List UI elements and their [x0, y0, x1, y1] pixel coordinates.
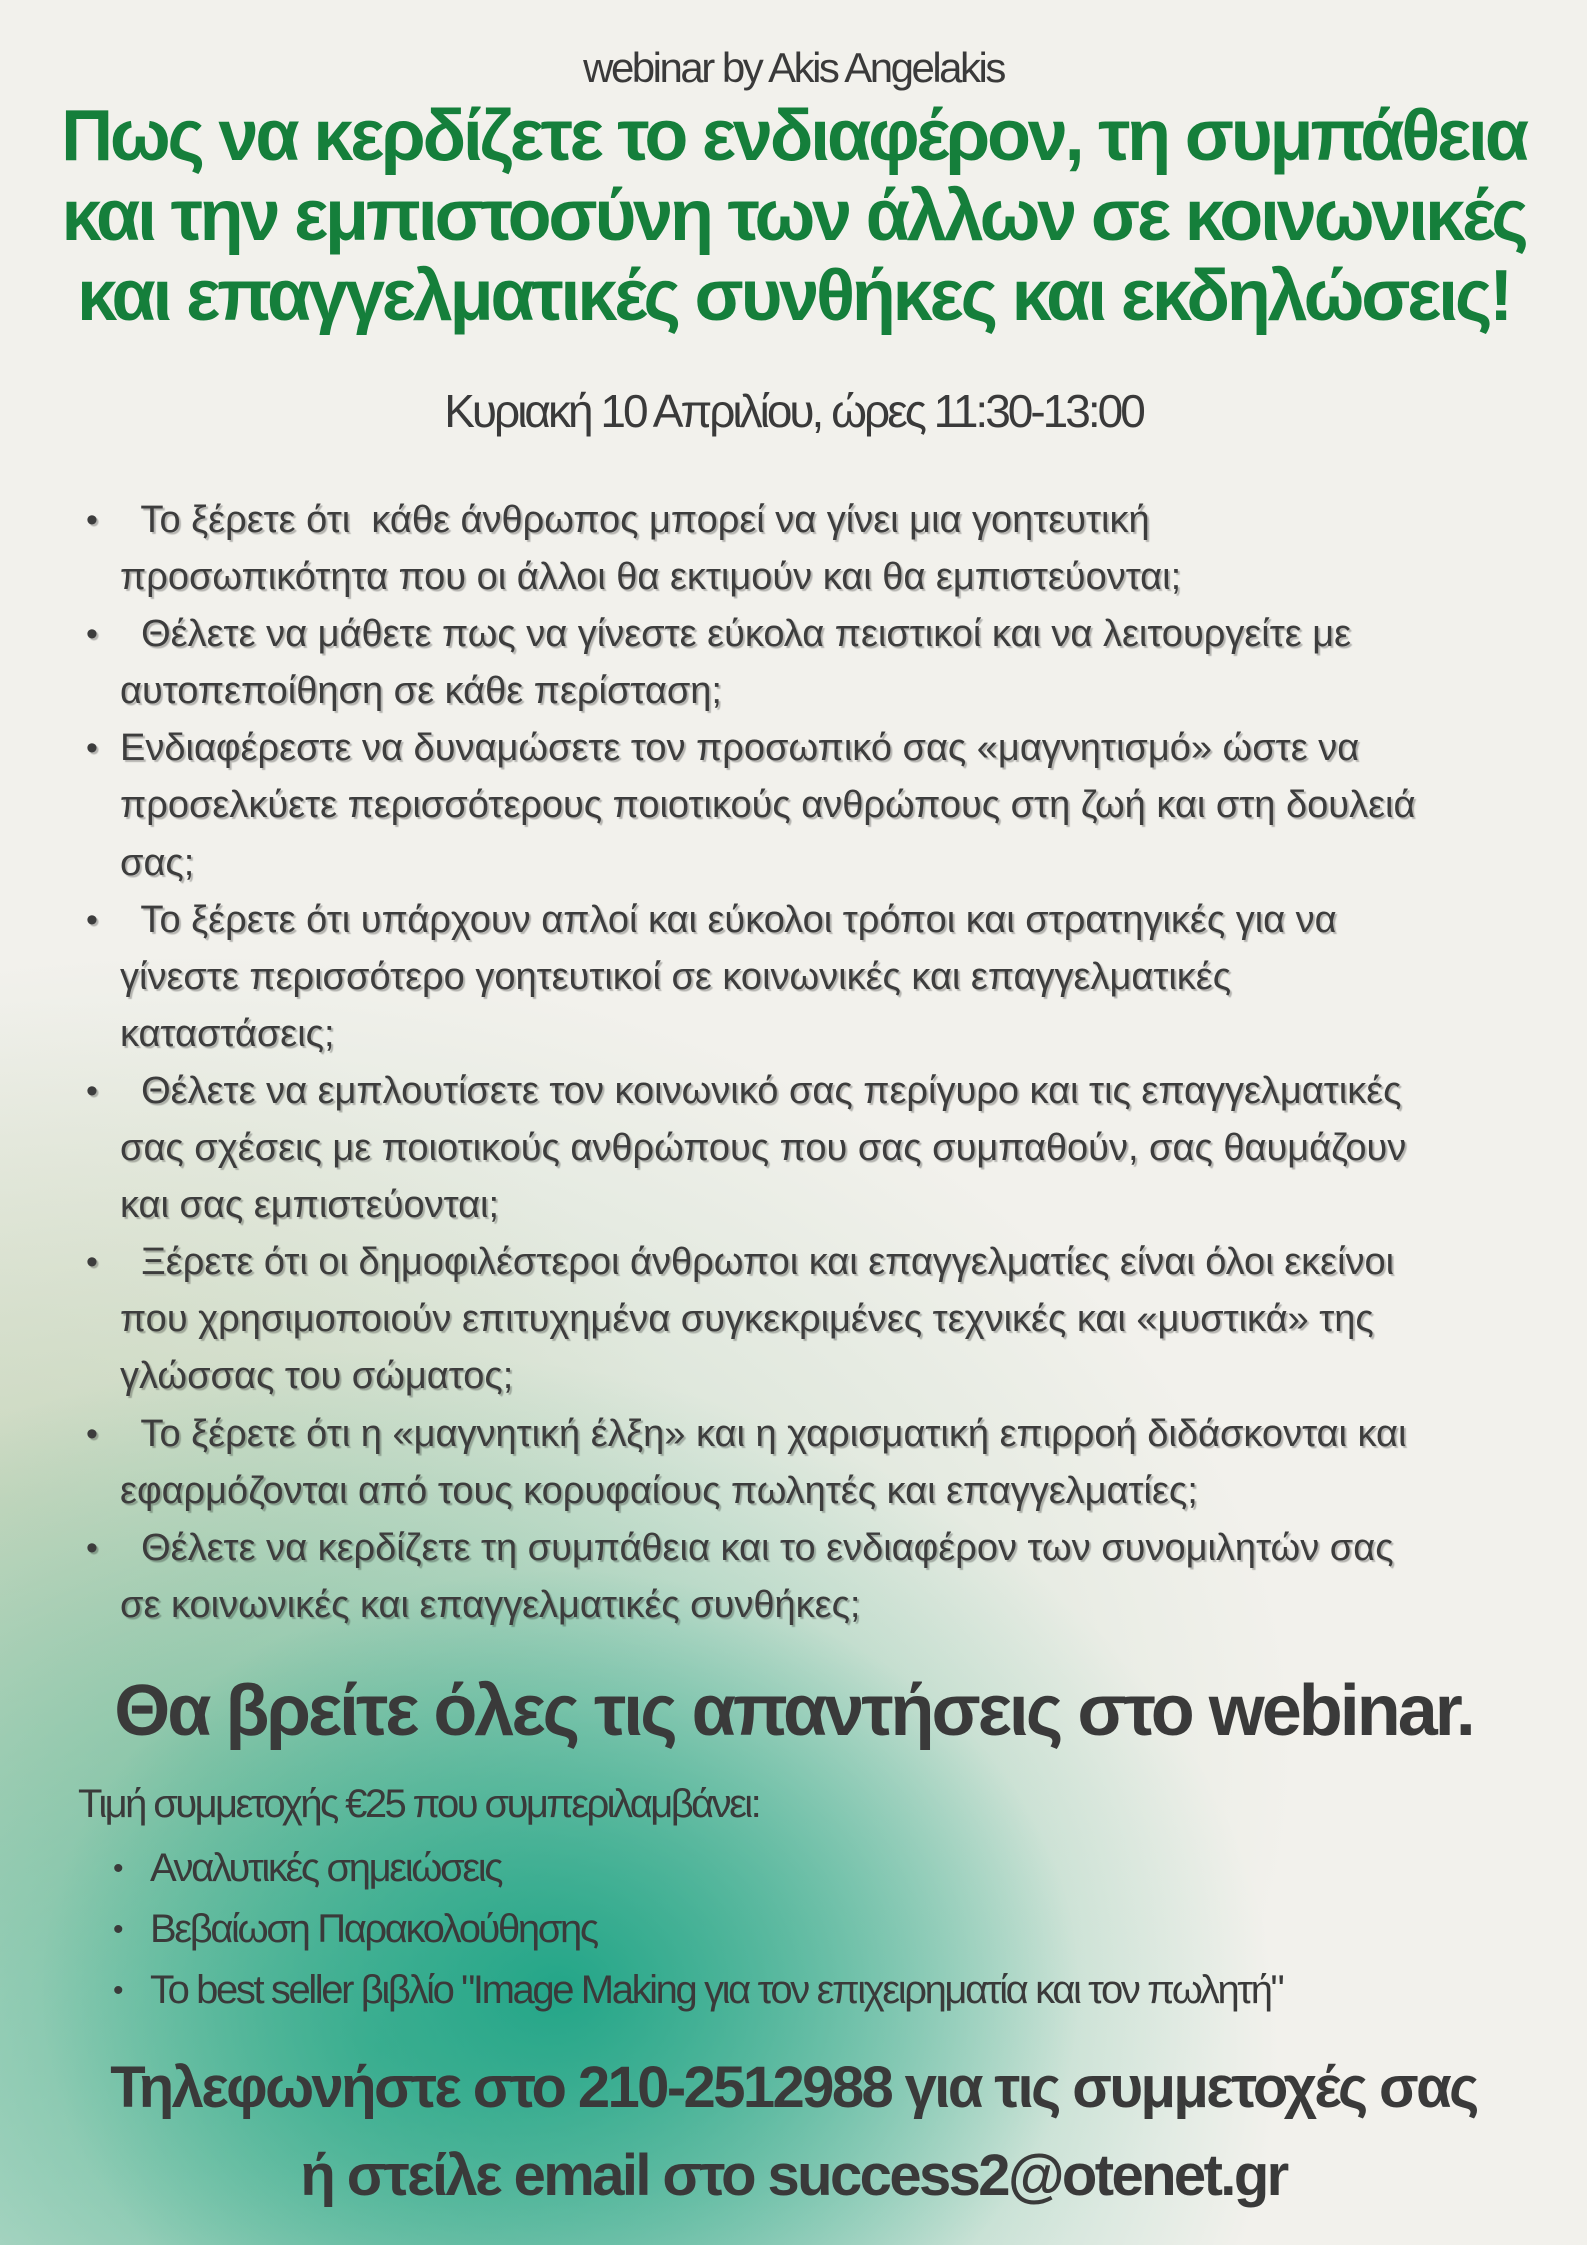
bullet-icon: •: [113, 1974, 124, 2007]
question-line: σας σχέσεις με ποιοτικούς ανθρώπους που σας συμπαθούν, σας θαυμάζουν: [120, 1127, 1407, 1170]
question-item: [0, 1406, 1587, 1520]
bullet-icon: •: [86, 900, 98, 939]
questions-list: [0, 492, 1587, 1634]
bullet-icon: •: [86, 1414, 98, 1453]
bullet-icon: •: [86, 729, 98, 768]
price-label: Τιμή συμμετοχής €25 που συμπεριλαμβάνει:: [78, 1782, 760, 1826]
contact-info: [0, 2044, 1587, 2220]
question-line: Το ξέρετε ότι υπάρχουν απλοί και εύκολοι τρόποι και στρατηγικές για να: [120, 898, 1337, 941]
answers-heading: Θα βρείτε όλες τις απαντήσεις στο webinar.: [114, 1671, 1473, 1751]
question-line: Το ξέρετε ότι η «μαγνητική έλξη» και η χαρισματική επιρροή διδάσκονται και: [120, 1412, 1407, 1455]
title-line: και επαγγελματικές συνθήκες και εκδηλώσεις!: [76, 256, 1511, 336]
question-line: αυτοπεποίθηση σε κάθε περίσταση;: [120, 670, 722, 713]
title-line: Πως να κερδίζετε το ενδιαφέρον, τη συμπάθεια: [61, 96, 1526, 176]
question-item: [0, 892, 1587, 1063]
bullet-icon: •: [86, 1528, 98, 1567]
includes-text: To best seller βιβλίο "Image Making για τον επιχειρηματία και τον πωλητή": [150, 1968, 1283, 2012]
question-line: Θέλετε να εμπλουτίσετε τον κοινωνικό σας περίγυρο και τις επαγγελματικές: [120, 1069, 1402, 1112]
question-line: που χρησιμοποιούν επιτυχημένα συγκεκριμένες τεχνικές και «μυστικά» της: [120, 1298, 1374, 1341]
question-line: προσωπικότητα που οι άλλοι θα εκτιμούν και θα εμπιστεύονται;: [120, 556, 1182, 599]
question-line: Το ξέρετε ότι κάθε άνθρωπος μπορεί να γίνει μια γοητευτική: [120, 499, 1150, 541]
includes-text: Βεβαίωση Παρακολούθησης: [150, 1907, 597, 1951]
bullet-icon: •: [113, 1913, 124, 1946]
question-item: [0, 1234, 1587, 1405]
question-line: καταστάσεις;: [120, 1012, 335, 1055]
question-line: σε κοινωνικές και επαγγελματικές συνθήκες;: [120, 1583, 861, 1626]
bullet-icon: •: [113, 1852, 124, 1885]
question-line: Ξέρετε ότι οι δημοφιλέστεροι άνθρωποι και επαγγελματίες είναι όλοι εκείνοι: [120, 1241, 1395, 1284]
email-line: ή στείλε email στο success2@otenet.gr: [300, 2143, 1287, 2208]
page-title: [0, 96, 1587, 336]
question-line: γίνεστε περισσότερο γοητευτικοί σε κοινωνικές και επαγγελματικές: [120, 955, 1232, 998]
question-line: Ενδιαφέρεστε να δυναμώσετε τον προσωπικό σας «μαγνητισμό» ώστε να: [120, 727, 1360, 770]
bullet-icon: •: [86, 615, 98, 654]
question-line: προσελκύετε περισσότερους ποιοτικούς ανθρώπους στη ζωή και στη δουλειά: [120, 784, 1416, 827]
question-line: και σας εμπιστεύονται;: [120, 1184, 500, 1227]
event-date: Κυριακή 10 Απριλίου, ώρες 11:30-13:00: [444, 385, 1143, 437]
question-item: [0, 492, 1587, 606]
question-line: Θέλετε να κερδίζετε τη συμπάθεια και το ενδιαφέρον των συνομιλητών σας: [120, 1526, 1394, 1569]
question-line: γλώσσας του σώματος;: [120, 1355, 514, 1398]
question-item: [0, 1063, 1587, 1234]
question-line: σας;: [120, 841, 195, 884]
bullet-icon: •: [86, 1243, 98, 1282]
webinar-byline: webinar by Akis Angelakis: [583, 44, 1004, 91]
includes-text: Αναλυτικές σημειώσεις: [150, 1846, 502, 1890]
bullet-icon: •: [86, 501, 98, 539]
question-item: [0, 720, 1587, 891]
bullet-icon: •: [86, 1071, 98, 1110]
question-item: [0, 606, 1587, 720]
question-line: εφαρμόζονται από τους κορυφαίους πωλητές και επαγγελματίες;: [120, 1469, 1198, 1512]
question-line: Θέλετε να μάθετε πως να γίνεστε εύκολα πειστικοί και να λειτουργείτε με: [120, 613, 1352, 656]
question-item: [0, 1520, 1587, 1634]
title-line: και την εμπιστοσύνη των άλλων σε κοινωνικές: [61, 176, 1526, 256]
phone-line: Τηλεφωνήστε στο 210-2512988 για τις συμμετοχές σας: [110, 2055, 1477, 2120]
